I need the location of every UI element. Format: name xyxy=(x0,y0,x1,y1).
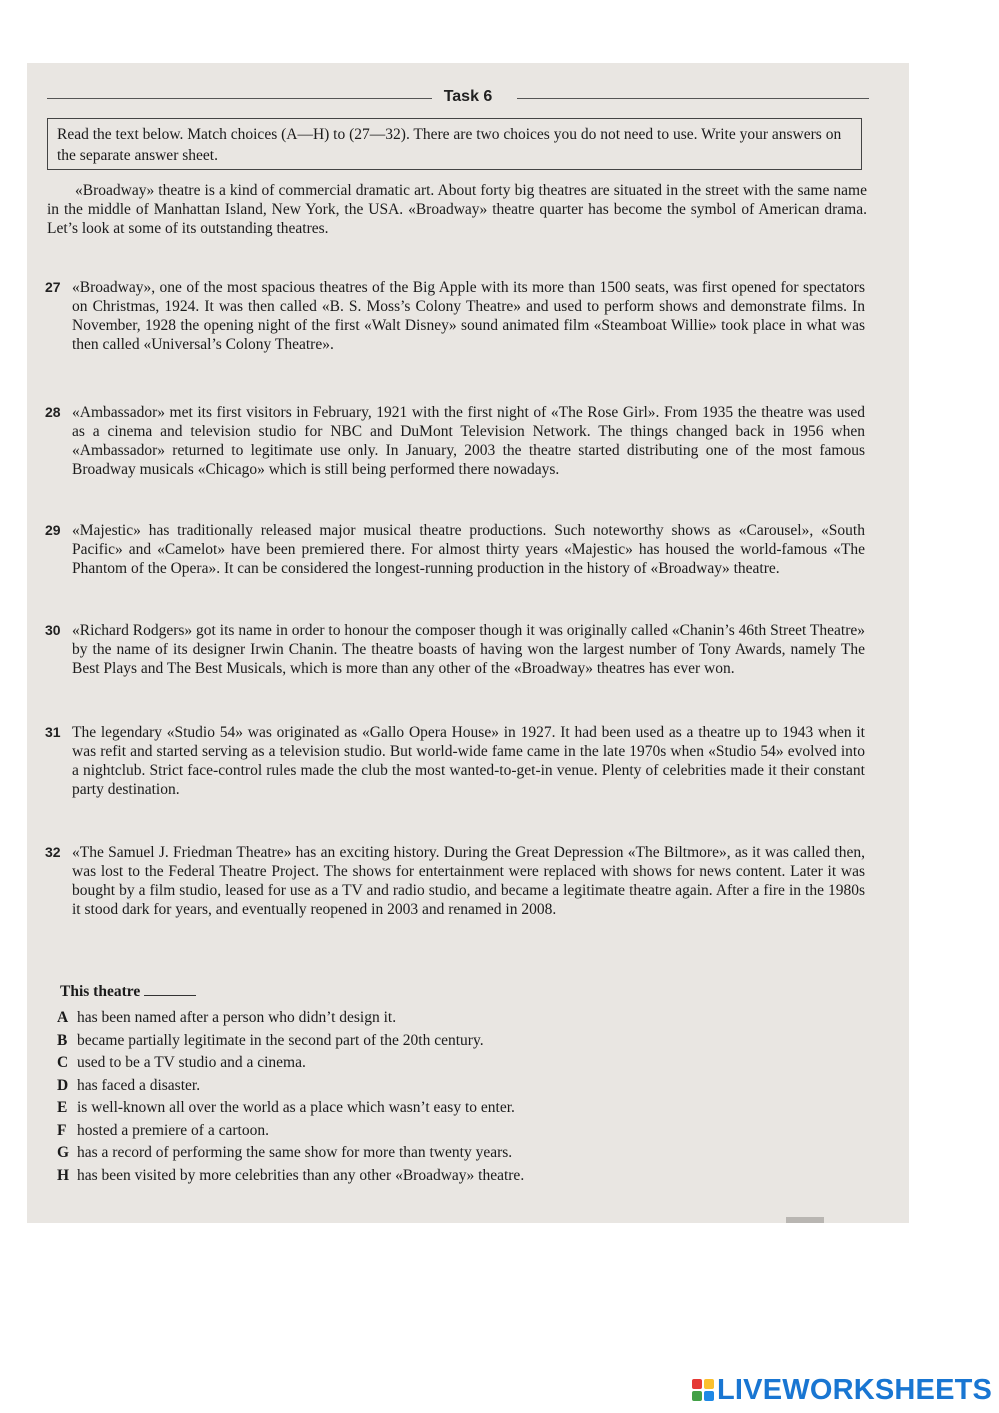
liveworksheets-brand[interactable] xyxy=(692,1374,992,1406)
option-g xyxy=(57,1142,837,1165)
paragraph-number: 32 xyxy=(45,844,61,860)
paragraph-27 xyxy=(47,278,865,354)
logo-square-green xyxy=(692,1391,702,1401)
option-text: hosted a premiere of a cartoon. xyxy=(77,1121,269,1139)
paragraph-text: «Richard Rodgers» got its name in order to honour the composer though it was originally called «Chanin’s 46th Street Theatre» by the name of its designer Irwin Chanin. The theatre boasts of having won the largest number of Tony Awards, namely The Best Plays and The Best Musicals, which is more than any other of the «Broadway» theatres has ever won. xyxy=(72,622,865,677)
logo-square-yellow xyxy=(704,1379,714,1389)
option-letter: C xyxy=(57,1054,69,1071)
scanned-page xyxy=(27,63,909,1223)
paragraph-text: «Broadway», one of the most spacious theatres of the Big Apple with its more than 1500 seats, was first opened for spectators on Christmas, 1924. It was then called «B. S. Moss’s Colony Theatre» and used to perform shows and demonstrate films. In November, 1928 the opening night of the first «Walt Disney» sound animated film «Steamboat Willie» took place in what was then called «Universal’s Colony Theatre». xyxy=(72,279,865,353)
option-letter: H xyxy=(57,1166,70,1184)
option-h xyxy=(57,1165,837,1188)
paragraph-number: 28 xyxy=(45,404,61,420)
option-text: has been visited by more celebrities than any other «Broadway» theatre. xyxy=(77,1166,525,1184)
paragraph-30 xyxy=(47,621,865,678)
option-letter: D xyxy=(57,1076,69,1094)
paragraph-text: «Majestic» has traditionally released major musical theatre productions. Such noteworthy shows as «Carousel», «South Pacific» and «Camelot» have been premiered there. For almost thirty years «Majestic» has housed the world-famous «The Phantom of the Opera». It can be considered the longest-running production in the history of «Broadway» theatre. xyxy=(72,522,865,577)
paragraph-text: «The Samuel J. Friedman Theatre» has an exciting history. During the Great Depression «The Biltmore», as it was called then, was lost to the Federal Theatre Project. The shows for entertainment were replaced with shows for news content. Later it was bought by a film studio, leased for use as a TV and radio studio, and became a legitimate theatre again. After a fire in the 1980s it stood dark for years, and eventually reopened in 2003 and renamed in 2008. xyxy=(72,844,865,918)
option-e xyxy=(57,1097,837,1120)
options-list xyxy=(57,1007,837,1187)
paragraph-text: «Ambassador» met its first visitors in February, 1921 with the first night of «The Rose Girl». From 1935 the theatre was used as a cinema and television studio for NBC and DuMont Television Network. The things changed back in 1956 when «Ambassador» returned to legitimate use only. In January, 2003 the theatre started distributing one of the most famous Broadway musicals «Chicago» which is still being performed there nowadays. xyxy=(72,404,865,478)
paragraph-31 xyxy=(47,723,865,799)
option-b xyxy=(57,1030,837,1053)
answer-blank xyxy=(144,983,196,996)
paragraph-28 xyxy=(47,403,865,479)
option-f xyxy=(57,1120,837,1143)
paragraph-number: 30 xyxy=(45,622,61,638)
option-text: used to be a TV studio and a cinema. xyxy=(77,1054,306,1071)
page-corner-mark xyxy=(786,1217,824,1223)
option-text: has a record of performing the same show for more than twenty years. xyxy=(77,1144,513,1161)
option-letter: A xyxy=(57,1009,69,1026)
logo-square-blue xyxy=(704,1391,714,1401)
instructions-box: Read the text below. Match choices (A—H) to (27—32). There are two choices you do not need to use. Write your answers on the separate answer sheet. xyxy=(47,118,862,170)
brand-name: LIVEWORKSHEETS xyxy=(717,1373,993,1406)
paragraph-number: 29 xyxy=(45,522,61,538)
paragraph-number: 31 xyxy=(45,724,61,740)
liveworksheets-logo-icon xyxy=(692,1379,714,1401)
paragraph-number: 27 xyxy=(45,279,61,295)
option-letter: G xyxy=(57,1144,70,1161)
intro-paragraph: «Broadway» theatre is a kind of commercial dramatic art. About forty big theatres are situated in the street with the same name in the middle of Manhattan Island, New York, the USA. «Broadway» theatre quarter has become the symbol of American drama. Let’s look at some of its outstanding theatres. xyxy=(47,182,867,237)
option-c xyxy=(57,1052,837,1075)
paragraph-29 xyxy=(47,521,865,578)
option-a xyxy=(57,1007,837,1030)
option-letter: B xyxy=(57,1031,68,1049)
option-letter: E xyxy=(57,1099,68,1116)
task-title: Task 6 xyxy=(443,88,493,105)
options-heading-text: This theatre xyxy=(60,983,141,1000)
options-heading xyxy=(60,983,196,1001)
option-text: became partially legitimate in the second part of the 20th century. xyxy=(77,1031,484,1049)
option-letter: F xyxy=(57,1121,67,1139)
option-text: is well-known all over the world as a place which wasn’t easy to enter. xyxy=(77,1099,515,1116)
paragraph-32 xyxy=(47,843,865,919)
logo-square-red xyxy=(692,1379,702,1389)
option-d xyxy=(57,1075,837,1098)
paragraph-text: The legendary «Studio 54» was originated as «Gallo Opera House» in 1927. It had been used as a theatre up to 1943 when it was refit and started serving as a television studio. But world-wide fame came in the late 1970s when «Studio 54» evolved into a nightclub. Strict face-control rules made the club the most wanted-to-get-in venue. Plenty of celebrities made it their constant party destination. xyxy=(72,724,865,798)
option-text: has faced a disaster. xyxy=(77,1076,201,1094)
option-text: has been named after a person who didn’t design it. xyxy=(77,1009,397,1026)
